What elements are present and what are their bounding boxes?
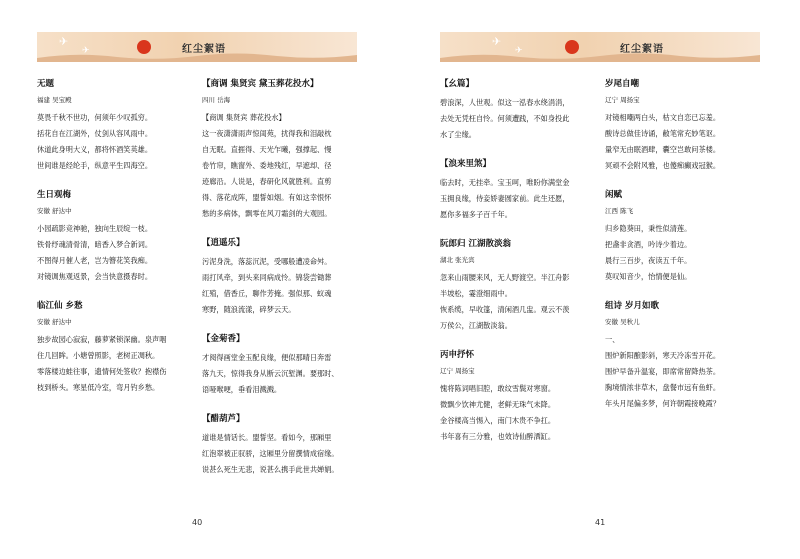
poem-line: 独步故园心寂寂，藤萝紧锁深幽。泉声咽 [37, 335, 167, 344]
poem-line: 莫畏千秋不世功，何须年少叹孤穷。 [37, 113, 153, 122]
poem-line: 世间谁是经纶手，纵意平生四海空。 [37, 161, 153, 170]
banner-title: 红尘絮语 [620, 44, 664, 55]
poem-title: 【商调 集贤宾 黛玉葬花投水】 [202, 79, 319, 89]
poem-block [605, 299, 765, 412]
poem-title: 丙申抒怀 [440, 350, 475, 360]
poem-block [440, 157, 590, 223]
poem-title: 【幺篇】 [440, 79, 475, 89]
page-number: 40 [192, 518, 203, 527]
poem-author: 安徽 舒达中 [37, 318, 72, 326]
poem-title: 闲赋 [605, 190, 623, 200]
poem-line: 才阅得画堂金玉配良缘，便似那晴日奔雷 [202, 353, 332, 362]
poem-block [202, 412, 362, 478]
poem-line: 把盏非贪酒，吟诗少着边。 [605, 240, 692, 249]
poem-block [37, 188, 187, 285]
poem-line: 不图得月催人老，岂为簪花笑我痴。 [37, 256, 153, 265]
left-page [37, 22, 375, 538]
poem-block [605, 77, 765, 174]
poem-title: 【浪来里煞】 [440, 159, 492, 169]
right-col-1 [440, 77, 590, 459]
poem-title: 生日观梅 [37, 190, 72, 200]
poem-line: 【商调 集贤宾 葬花投水】 [202, 113, 286, 122]
right-col-2 [605, 77, 765, 426]
poem-block [202, 332, 362, 398]
poem-line: 这一夜潇潇雨声惊闺苑，扰得我和泪敲枕 [202, 129, 332, 138]
poem-block [202, 236, 362, 318]
poem-line: 愿你多福多子百千年。 [440, 210, 512, 219]
poem-block [605, 188, 765, 285]
poem-line: 枝到桥头。寒星低冷室，弯月钓乡愁。 [37, 383, 160, 392]
left-col-1 [37, 77, 187, 410]
poem-author: 湖北 张光宾 [440, 256, 475, 264]
poem-title: 阮郎归 江湖散淡翁 [440, 239, 511, 249]
crane-icon: ✈ [59, 35, 69, 48]
poem-author: 安徽 吴秋儿 [605, 318, 640, 326]
poem-block [440, 77, 590, 143]
poem-line: 道谁是情话长。盟誓坚。看如今，那厢里 [202, 433, 332, 442]
poem-line: 一、 [605, 335, 620, 344]
poem-line: 对镜调焦观返景，会当快意摄春时。 [37, 272, 153, 281]
poem-line: 半坡松，霎澄细雨中。 [440, 289, 512, 298]
poem-line: 零落楼边蛙往事，遗情何处签收？抱襟伤 [37, 367, 167, 376]
poem-block [37, 77, 187, 174]
poem-line: 水了尘缘。 [440, 130, 476, 139]
poem-line: 胸境情浓非草木，盘餐市远有鱼虾。 [605, 383, 721, 392]
poem-line: 红泡翠被正驭骄，这厢里分留撰情成宿缘。 [202, 449, 339, 458]
crane-icon: ✈ [492, 35, 502, 48]
poem-line: 恢系缆，早收篷，清闲酒几盅。观云不羡 [440, 305, 570, 314]
poem-line: 雨打风牵，到头来同病成怜。锦袋尝锄葬 [202, 273, 332, 282]
poem-line: 微飘少饮神尤健，老鲜无珠气未降。 [440, 400, 556, 409]
poem-line: 围炉新阳酿影斜，寒天冷冻雪开花。 [605, 351, 721, 360]
poem-line: 铁骨纾魂清骨清，暗香入梦合新词。 [37, 240, 153, 249]
poem-line: 去处无凭枉自怜。何须遭践，不如身投此 [440, 114, 570, 123]
header-banner [440, 32, 760, 62]
sun-icon [565, 40, 579, 54]
poem-author: 辽宁 周扬宝 [605, 96, 640, 104]
poem-line: 自无眠。直捱得、天光乍曦，强撑起、慢 [202, 145, 332, 154]
poem-line: 年头月尾偏多梦，何许朝霞接晚霞？ [605, 399, 721, 408]
poem-line: 围炉早备升温宴，即席常留降热茶。 [605, 367, 721, 376]
poem-line: 语哑喉哽，垂看泪溅溅。 [202, 385, 282, 394]
header-banner [37, 32, 357, 62]
poem-line: 金谷楼高当惕入，南门木贵不争扛。 [440, 416, 556, 425]
poem-title: 【金菊香】 [202, 334, 245, 344]
right-page [440, 22, 778, 538]
page-number: 41 [595, 518, 606, 527]
poem-title: 组诗 岁月如歌 [605, 301, 659, 311]
poem-line: 愁的多病体，飘零在风刀霜剑的大观园。 [202, 209, 332, 218]
poem-line: 酸诗总做佳诗诵，敝笔常充妙笔讴。 [605, 129, 721, 138]
poem-line: 忽来山雨腰来风，无人野渡空。半江舟影 [440, 273, 570, 282]
poem-line: 休道此身明大义，都将怀酒笑英雄。 [37, 145, 153, 154]
left-col-2 [202, 77, 362, 492]
poem-line: 迹廊沿。人说是，春研化风就胜利。直剪 [202, 177, 332, 186]
poem-author: 四川 岳海 [202, 96, 231, 104]
poem-author: 安徽 舒达中 [37, 207, 72, 215]
poem-title: 【逍遥乐】 [202, 238, 245, 248]
crane-icon: ✈ [82, 46, 90, 56]
poem-line: 归乡隐葵田，秉性似清莲。 [605, 224, 692, 233]
poem-block [440, 348, 590, 445]
poem-line: 碧浪深，人世观。似这一泓春水绕涓涓， [440, 98, 570, 107]
poem-line: 晨行三百步，夜读五千年。 [605, 256, 692, 265]
poem-block [37, 299, 187, 396]
poem-line: 愧将陈词唱旧腔，敢纹雪鬓对寒窗。 [440, 384, 556, 393]
poem-line: 住几回眸。小塘曾照影，老树正凋秋。 [37, 351, 160, 360]
poem-title: 无题 [37, 79, 55, 89]
poem-line: 量窄无由眠酒肆，囊空岂敢问茶楼。 [605, 145, 721, 154]
poem-block [440, 237, 590, 334]
poem-title: 【醋葫芦】 [202, 414, 245, 424]
poem-title: 临江仙 乡愁 [37, 301, 83, 311]
crane-icon: ✈ [515, 46, 523, 56]
poem-line: 寒野，随浪流漾，碎梦云天。 [202, 305, 296, 314]
poem-line: 小园疏影竞神驰，独向生辰绽一枝。 [37, 224, 153, 233]
poem-line: 玉拥良缘，侍妾娇妻圆家前。此生还愿， [440, 194, 570, 203]
poem-line: 对镜相嘲两白头，枯文自恋已忘羞。 [605, 113, 721, 122]
poem-line: 落九天，惊得我身从断云沉堑渊。要那时、 [202, 369, 339, 378]
poem-line: 万侯公，江湖散淡翁。 [440, 321, 512, 330]
poem-line: 污泥身洗，落蕊沉泥，受哪般遭凌命舛。 [202, 257, 332, 266]
poem-title: 岁尾自嘲 [605, 79, 640, 89]
poem-line: 说甚么死生无悲，说甚么携手此世共婵娟。 [202, 465, 339, 474]
hills-decoration [440, 50, 760, 62]
poem-line: 冥顽不会附风雅，也傻痴癫戏冠猴。 [605, 161, 721, 170]
poem-line: 临去时，无挂牵。宝玉呵，唯盼你满堂金 [440, 178, 570, 187]
poem-line: 红殖，借香丘，聊作芳掩。强似那、蚁魂 [202, 289, 332, 298]
sun-icon [137, 40, 151, 54]
banner-title: 红尘絮语 [182, 44, 226, 55]
poem-block [202, 77, 362, 222]
poem-author: 辽宁 周扬宝 [440, 367, 475, 375]
poem-author: 江西 陈飞 [605, 207, 634, 215]
poem-line: 得、落花成阵，盟誓如烟。有如这幸恨怀 [202, 193, 332, 202]
poem-line: 莫叹知音少，怡情便是仙。 [605, 272, 692, 281]
poem-line: 卷竹帘，瞧窗外、委地残红，早遮却、径 [202, 161, 332, 170]
poem-author: 福建 吴宝殿 [37, 96, 72, 104]
poem-line: 书年喜有三分雅，也效诗仙醉洒缸。 [440, 432, 556, 441]
poem-line: 括花自在江湖外，仗剑从容风雨中。 [37, 129, 153, 138]
